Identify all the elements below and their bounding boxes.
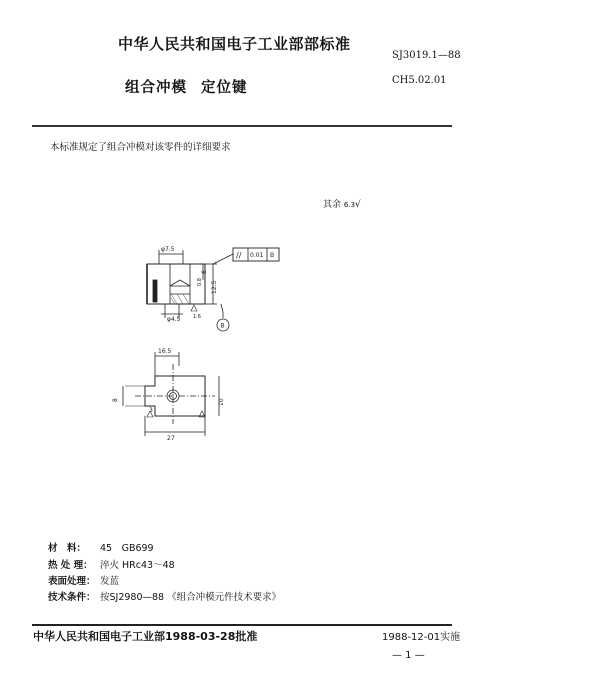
spec-label: 技术条件： [48, 592, 96, 603]
dim-6: 6 [201, 270, 208, 274]
tolerance-value: 0.01 [250, 252, 264, 259]
spec-material [48, 540, 154, 554]
spec-heat-treatment [48, 557, 175, 571]
footer-divider [32, 624, 452, 626]
technical-drawing [95, 236, 335, 446]
page-number: — 1 — [392, 650, 425, 661]
effective-date: 1988-12-01实施 [382, 632, 461, 643]
spec-value: 发蓝 [100, 576, 120, 587]
front-view [147, 246, 279, 331]
roughness-value: 6.3 [343, 201, 356, 209]
standard-number: SJ3019.1—88 [392, 50, 461, 61]
spec-value: 45 GB699 [100, 543, 154, 554]
spec-surface-treatment [48, 573, 119, 587]
title-main: 组合冲模 [125, 80, 187, 96]
plan-view [112, 348, 225, 442]
dim-plan-height: 10 [218, 398, 225, 406]
spec-value: 按SJ2980—88 《组合冲模元件技术要求》 [100, 592, 282, 603]
dim-bottom-dia: φ4.5 [167, 316, 181, 323]
roughness-b: 1.6 [193, 314, 201, 320]
part-code: CH5.02.01 [392, 75, 447, 86]
spec-label: 材 料： [48, 543, 87, 554]
spec-label: 表面处理： [48, 576, 96, 587]
dim-side-3: 3 [149, 407, 153, 414]
dim-plan-length: 27 [167, 435, 175, 442]
roughness-a: 0.8 [197, 278, 203, 286]
dim-12: 12.5 [211, 280, 218, 294]
spec-value: 淬火 HRc43～48 [100, 560, 175, 571]
dim-side-8: 8 [112, 398, 119, 402]
document-title [125, 76, 248, 97]
tolerance-symbol: // [236, 251, 242, 260]
title-part: 定位键 [201, 80, 248, 96]
spec-technical-conditions [48, 589, 281, 603]
roughness-check-icon: √ [355, 200, 361, 210]
spec-label: 热 处 理： [48, 560, 93, 571]
approval-line: 中华人民共和国电子工业部1988-03-28批准 [33, 630, 258, 643]
dim-plan-width: 16.5 [158, 348, 172, 355]
surface-roughness-note [323, 197, 361, 210]
intro-text: 本标准规定了组合冲模对该零件的详细要求 [50, 142, 231, 153]
organization-header: 中华人民共和国电子工业部部标准 [118, 35, 351, 53]
dim-top-width: φ7.5 [161, 246, 175, 253]
datum-ref: B [270, 252, 275, 259]
header-divider [32, 125, 452, 127]
datum-label: B [220, 322, 225, 330]
roughness-prefix: 其余 [323, 200, 342, 210]
